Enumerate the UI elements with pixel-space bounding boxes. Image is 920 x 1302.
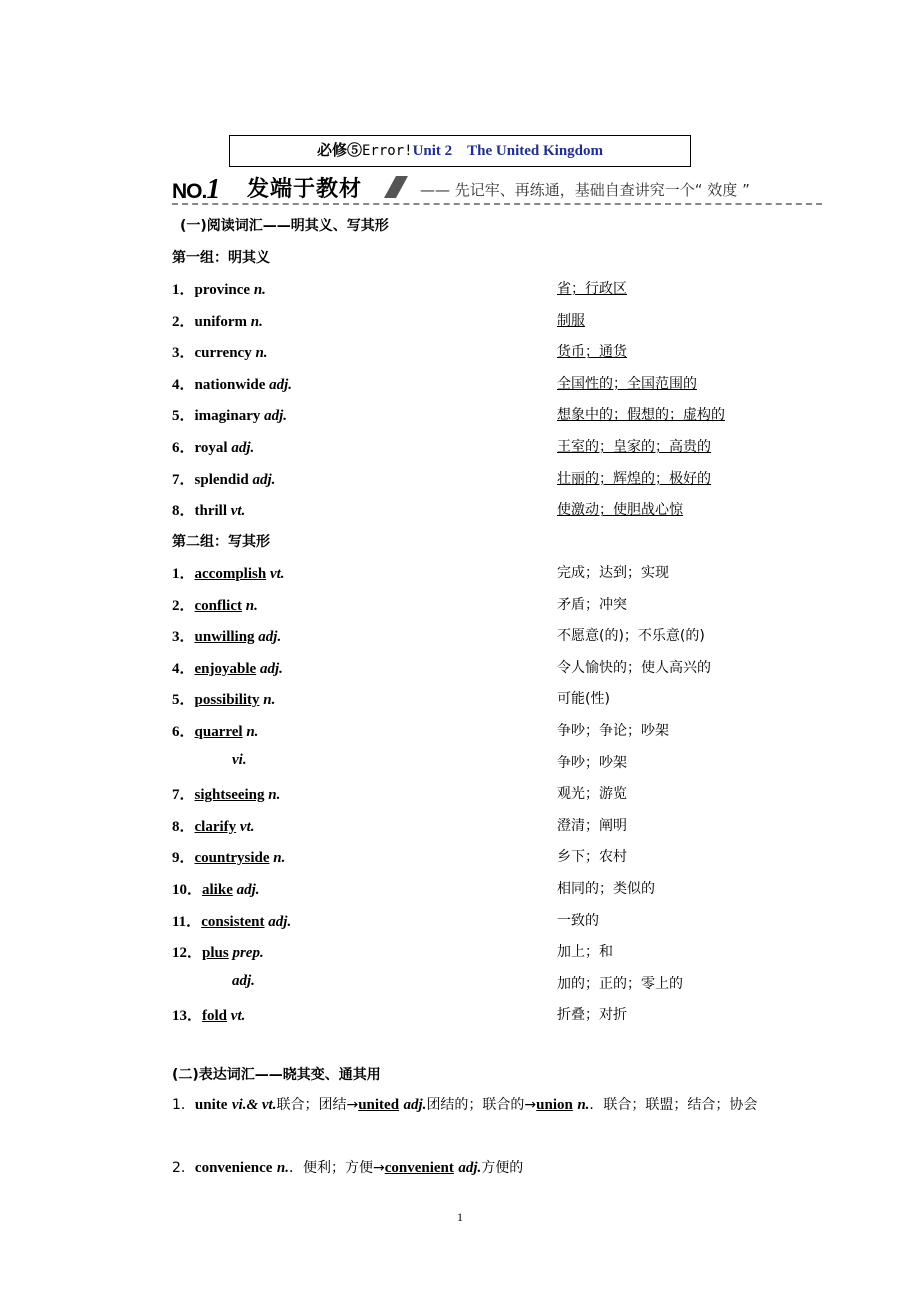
vocab-row <box>0 720 920 742</box>
vocab-num: 5． <box>172 692 195 709</box>
vocab-term <box>172 720 258 741</box>
vocab-term <box>172 373 292 394</box>
vocab-num: 8． <box>172 503 195 520</box>
vocab-word: enjoyable <box>194 660 257 677</box>
item1-word: unite <box>194 1097 228 1113</box>
item1-derived1: united <box>358 1097 400 1113</box>
vocab-pos: vi. <box>232 751 247 768</box>
vocab-num: 1． <box>172 566 195 582</box>
vocab-num: 4． <box>172 376 195 393</box>
vocab-meaning: 乡下；农村 <box>557 849 627 866</box>
vocab-meaning: 使激动；使胆战心惊 <box>557 502 683 519</box>
vocab-num: 7． <box>172 471 195 488</box>
item1-meaning2: ．联合；联盟；结合；协会 <box>589 1097 758 1113</box>
document-title <box>230 139 690 160</box>
vocab-meaning: 货币；通货 <box>557 344 627 361</box>
vocab-word: sightseeing <box>194 787 265 804</box>
vocab-meaning: 全国性的；全国范围的 <box>557 375 697 392</box>
section-number <box>172 174 219 206</box>
vocab-term <box>172 499 245 520</box>
vocab-pos: vt. <box>230 503 246 520</box>
vocab-word: royal <box>194 440 228 456</box>
vocab-meaning: 观光；游览 <box>557 786 627 803</box>
expression-item-1 <box>140 1090 780 1121</box>
vocab-meaning: 想象中的；假想的；虚构的 <box>557 407 725 424</box>
vocab-word: province <box>194 282 251 298</box>
vocab-pos: adj. <box>252 471 276 488</box>
vocab-term <box>172 878 260 899</box>
vocab-num: 4． <box>172 660 195 677</box>
vocab-term <box>172 1004 245 1025</box>
vocab-pos: adj. <box>236 882 260 898</box>
vocab-row <box>0 278 920 300</box>
vocab-meaning: 折叠；对折 <box>557 1007 627 1024</box>
vocab-term <box>172 815 255 836</box>
vocab-term <box>172 973 255 990</box>
vocab-word: alike <box>202 882 233 898</box>
item2-word: convenience <box>194 1160 273 1176</box>
vocab-word: thrill <box>194 503 228 520</box>
vocab-pos: n. <box>268 787 281 804</box>
vocab-meaning: 争吵；吵架 <box>557 754 627 771</box>
vocab-pos: adj. <box>258 629 282 646</box>
vocab-term <box>172 688 275 709</box>
vocab-num: 9． <box>172 850 195 867</box>
vocab-row <box>0 594 920 616</box>
vocab-row <box>0 310 920 332</box>
vocab-meaning: 王室的；皇家的；高贵的 <box>557 439 711 455</box>
item2-meaning: ．便利；方便→ <box>288 1160 385 1176</box>
vocab-term <box>172 436 254 457</box>
page-number: 1 <box>457 1210 463 1224</box>
vocab-row <box>0 688 920 710</box>
vocab-word: splendid <box>194 471 249 488</box>
vocab-meaning: 加的；正的；零上的 <box>557 975 683 992</box>
vocab-word: imaginary <box>194 408 261 425</box>
vocab-word: countryside <box>194 850 270 867</box>
group2-title: 第二组：写其形 <box>172 534 270 550</box>
vocab-term <box>172 752 247 769</box>
section-title: 发端于教材 <box>247 177 363 202</box>
vocab-pos: n. <box>245 597 258 614</box>
title-unit: Unit 2 The United Kingdom <box>412 143 604 159</box>
vocab-pos: adj. <box>259 660 283 677</box>
vocab-num: 2． <box>172 597 195 614</box>
vocab-num: 6． <box>172 440 195 456</box>
vocab-meaning: 省；行政区 <box>557 281 627 297</box>
vocab-num: 3． <box>172 629 195 646</box>
vocab-row <box>0 752 920 774</box>
item2-pos: n. <box>276 1160 289 1176</box>
vocab-num: 2． <box>172 313 195 330</box>
vocab-pos: vt. <box>269 566 285 582</box>
vocab-term <box>172 941 264 962</box>
vocab-row <box>0 910 920 932</box>
vocab-row <box>0 341 920 363</box>
vocab-term <box>172 594 258 615</box>
vocab-meaning: 一致的 <box>557 912 599 929</box>
vocab-pos: prep. <box>232 945 264 962</box>
vocab-word: clarify <box>194 818 237 835</box>
vocab-meaning: 完成；达到；实现 <box>557 565 669 581</box>
part2-title: (二)表达词汇——晓其变、通其用 <box>172 1067 381 1083</box>
section-number-label: NO. <box>172 180 207 203</box>
vocab-pos: adj. <box>268 913 292 930</box>
vocab-pos: n. <box>255 345 268 362</box>
vocab-pos: adj. <box>264 408 288 425</box>
vocab-term <box>172 783 280 804</box>
vocab-word: plus <box>202 945 229 962</box>
vocab-word: nationwide <box>194 376 266 393</box>
vocab-row <box>0 973 920 995</box>
vocab-meaning: 矛盾；冲突 <box>557 596 627 613</box>
vocab-word: unwilling <box>194 629 255 646</box>
vocab-pos: adj. <box>269 376 293 393</box>
vocab-word: accomplish <box>194 566 267 582</box>
vocab-term <box>172 846 285 867</box>
vocab-num: 11． <box>172 913 202 930</box>
title-error: Error! <box>361 143 413 159</box>
vocab-term <box>172 341 268 362</box>
vocab-num: 10． <box>172 882 203 898</box>
vocab-word: fold <box>202 1008 228 1025</box>
vocab-word: uniform <box>194 313 248 330</box>
section-number-digit: 1 <box>206 174 220 205</box>
item1-pos: vi.& vt. <box>231 1097 277 1113</box>
vocab-row <box>0 815 920 837</box>
vocab-num: 6． <box>172 724 195 740</box>
expression-item-2 <box>140 1153 780 1184</box>
vocab-word: conflict <box>194 597 242 614</box>
vocab-meaning: 令人愉快的；使人高兴的 <box>557 659 711 676</box>
vocab-pos: vt. <box>239 818 255 835</box>
vocab-word: quarrel <box>194 724 243 740</box>
vocab-meaning: 不愿意(的)；不乐意(的) <box>557 628 705 645</box>
vocab-row <box>0 783 920 805</box>
vocab-num: 13． <box>172 1008 203 1025</box>
item2-num: 2． <box>172 1160 195 1176</box>
vocab-term <box>172 278 266 299</box>
vocab-row <box>0 499 920 521</box>
section-motto: —— 先记牢、再练通，基础自查讲究一个“ 效度 ” <box>420 181 750 199</box>
vocab-term <box>172 625 281 646</box>
vocab-pos: adj. <box>232 972 255 989</box>
vocab-row <box>0 878 920 900</box>
vocab-word: possibility <box>194 692 260 709</box>
vocab-term <box>172 910 291 931</box>
item1-pos2: n. <box>577 1097 590 1113</box>
vocab-term <box>172 562 285 583</box>
item1-pos1: adj. <box>403 1097 427 1113</box>
vocab-meaning: 争吵；争论；吵架 <box>557 723 669 739</box>
vocab-word: consistent <box>201 913 265 930</box>
vocab-meaning: 可能(性) <box>557 691 610 708</box>
vocab-meaning: 壮丽的；辉煌的；极好的 <box>557 470 711 487</box>
vocab-num: 3． <box>172 345 195 362</box>
vocab-term <box>172 404 287 425</box>
vocab-row <box>0 1004 920 1026</box>
vocab-word: currency <box>194 345 252 362</box>
vocab-num: 1． <box>172 282 195 298</box>
vocab-row <box>0 562 920 584</box>
vocab-num: 8． <box>172 818 195 835</box>
item1-meaning: 联合；团结→ <box>276 1097 359 1113</box>
item2-meaning1: 方便的 <box>481 1160 524 1176</box>
vocab-pos: n. <box>250 313 263 330</box>
vocab-row <box>0 373 920 395</box>
item2-pos1: adj. <box>458 1160 482 1176</box>
item1-num: 1． <box>172 1097 195 1113</box>
vocab-row <box>0 625 920 647</box>
vocab-meaning: 澄清；阐明 <box>557 817 627 834</box>
vocab-term <box>172 657 283 678</box>
title-prefix: 必修⑤ <box>316 142 362 159</box>
vocab-pos: n. <box>246 724 259 740</box>
vocab-num: 5． <box>172 408 195 425</box>
vocab-pos: n. <box>253 282 266 298</box>
vocab-pos: vt. <box>230 1008 246 1025</box>
vocab-row <box>0 941 920 963</box>
group1-title: 第一组：明其义 <box>172 250 270 266</box>
vocab-row <box>0 468 920 490</box>
vocab-row <box>0 846 920 868</box>
item1-meaning1: 团结的；联合的→ <box>426 1097 537 1113</box>
slash-decoration-icon <box>382 174 412 200</box>
vocab-term <box>172 310 263 331</box>
vocab-row <box>0 657 920 679</box>
vocab-num: 12． <box>172 945 203 962</box>
vocab-meaning: 加上；和 <box>557 944 613 961</box>
vocab-pos: adj. <box>231 440 255 456</box>
vocab-row <box>0 436 920 458</box>
item1-derived2: union <box>536 1097 573 1113</box>
vocab-meaning: 制服 <box>557 312 585 329</box>
vocab-pos: n. <box>273 850 286 867</box>
vocab-num: 7． <box>172 787 195 804</box>
vocab-meaning: 相同的；类似的 <box>557 881 655 897</box>
part1-title: (一)阅读词汇——明其义、写其形 <box>180 218 389 234</box>
vocab-term <box>172 468 275 489</box>
vocab-pos: n. <box>263 692 276 709</box>
banner-divider <box>172 203 822 205</box>
vocab-row <box>0 404 920 426</box>
item2-derived1: convenient <box>384 1160 454 1176</box>
